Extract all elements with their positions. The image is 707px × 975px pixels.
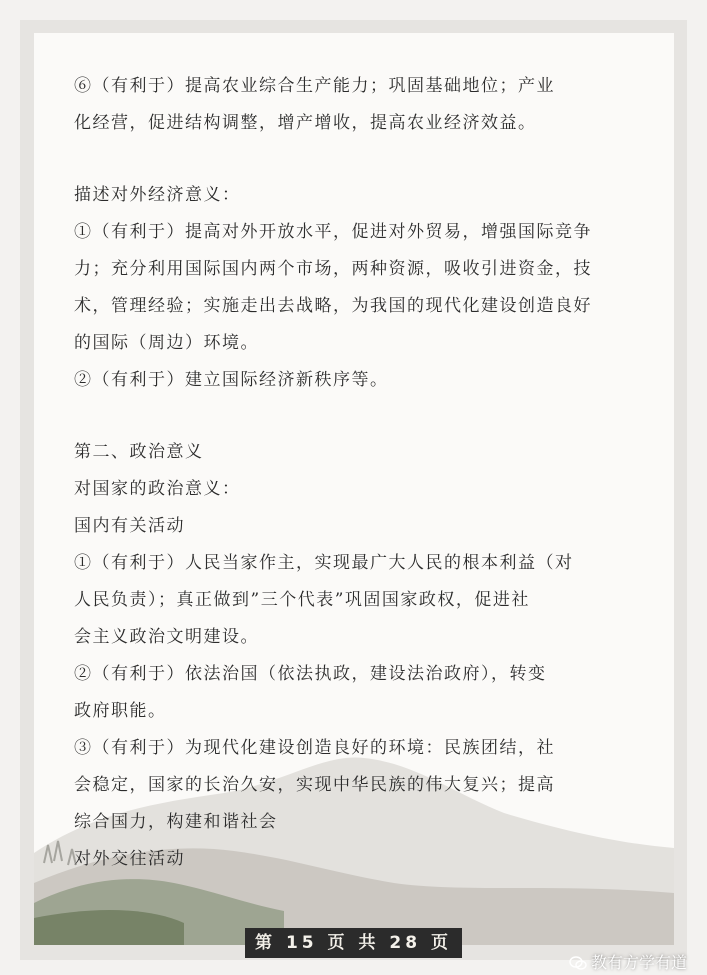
text-line: 会主义政治文明建设。 — [74, 627, 259, 647]
wechat-icon — [569, 956, 587, 970]
text-line: ②（有利于）依法治国（依法执政，建设法治政府），转变 — [74, 664, 547, 684]
page-number-label: 第 15 页 共 28 页 — [245, 928, 462, 958]
text-line: 术，管理经验；实施走出去战略，为我国的现代化建设创造良好 — [74, 296, 592, 316]
text-line: 政府职能。 — [74, 701, 167, 721]
document-body — [74, 68, 594, 878]
text-line: 人民负责）；真正做到”三个代表”巩固国家政权，促进社 — [74, 590, 530, 610]
text-line: 的国际（周边）环境。 — [74, 333, 259, 353]
text-line: 化经营，促进结构调整，增产增收，提高农业经济效益。 — [74, 113, 537, 133]
text-line: ①（有利于）提高对外开放水平，促进对外贸易，增强国际竞争 — [74, 222, 592, 242]
text-line: 会稳定，国家的长治久安，实现中华民族的伟大复兴；提高 — [74, 775, 555, 795]
brand-name: 教有方学有道 — [590, 953, 687, 972]
section-heading: 描述对外经济意义： — [74, 185, 241, 205]
text-line: 综合国力，构建和谐社会 — [74, 812, 278, 832]
text-line: ②（有利于）建立国际经济新秩序等。 — [74, 370, 389, 390]
subheading: 对国家的政治意义： — [74, 479, 241, 499]
paragraph-foreign-economy — [74, 177, 594, 399]
subheading: 国内有关活动 — [74, 516, 185, 536]
paragraph-agriculture — [74, 68, 594, 142]
text-line: ⑥（有利于）提高农业综合生产能力；巩固基础地位；产业 — [74, 76, 555, 96]
text-line: 力；充分利用国际国内两个市场，两种资源，吸收引进资金，技 — [74, 259, 592, 279]
text-line: ③（有利于）为现代化建设创造良好的环境：民族团结，社 — [74, 738, 555, 758]
text-line: ①（有利于）人民当家作主，实现最广大人民的根本利益（对 — [74, 553, 574, 573]
paragraph-politics — [74, 434, 594, 878]
brand-watermark — [569, 950, 687, 973]
subheading: 对外交往活动 — [74, 849, 185, 869]
section-heading: 第二、政治意义 — [74, 442, 204, 462]
